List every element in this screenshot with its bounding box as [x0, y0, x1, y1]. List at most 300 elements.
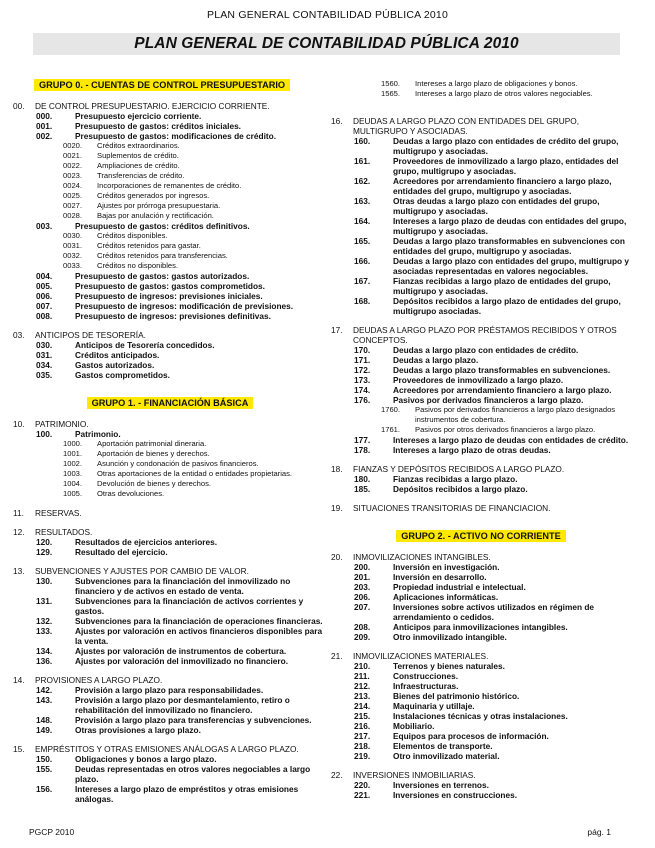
- account-row: [13, 576, 327, 596]
- account-code: 003.: [36, 221, 53, 231]
- account-name: Presupuesto de ingresos: previsiones definitivas.: [75, 311, 271, 321]
- account-name: Gastos autorizados.: [75, 360, 155, 370]
- account-code: 131.: [36, 596, 53, 606]
- subaccount-row: [13, 439, 327, 449]
- account-name: Resultado del ejercicio.: [75, 547, 168, 557]
- account-code: 006.: [36, 291, 53, 301]
- account-name: Subvenciones para la financiación de operaciones financieras.: [75, 616, 323, 626]
- account-name: Ajustes por valoración de instrumentos de cobertura.: [75, 646, 287, 656]
- account-code: 007.: [36, 301, 53, 311]
- account-row: [331, 474, 631, 484]
- account-code: 200.: [354, 562, 371, 572]
- account-code: 167.: [354, 276, 371, 286]
- account-name: Intereses a largo plazo de otras deudas.: [393, 445, 551, 455]
- account-section: [331, 116, 631, 316]
- account-row: [331, 691, 631, 701]
- account-code: 218.: [354, 741, 371, 751]
- account-code: 1565.: [381, 89, 401, 98]
- account-name: ANTICIPOS DE TESORERÍA.: [35, 330, 146, 340]
- account-name: Créditos retenidos para gastar.: [97, 241, 201, 250]
- account-code: 129.: [36, 547, 53, 557]
- account-section: [331, 552, 631, 642]
- subaccount-row: [13, 479, 327, 489]
- subaccount-row: [331, 405, 631, 425]
- subaccount-row: [331, 89, 631, 99]
- account-code: 034.: [36, 360, 53, 370]
- account-code: 132.: [36, 616, 53, 626]
- group-title: GRUPO 2. - ACTIVO NO CORRIENTE: [396, 530, 565, 542]
- account-code: 221.: [354, 790, 371, 800]
- account-name: Créditos retenidos para transferencias.: [97, 251, 228, 260]
- account-row: [331, 721, 631, 731]
- account-row: [13, 646, 327, 656]
- account-code: 185.: [354, 484, 371, 494]
- subaccount-row: [13, 449, 327, 459]
- account-code: 136.: [36, 656, 53, 666]
- account-code: 214.: [354, 701, 371, 711]
- account-name: Créditos generados por ingresos.: [97, 191, 210, 200]
- account-row: [331, 276, 631, 296]
- subaccount-row: [13, 261, 327, 271]
- right-column: [331, 79, 631, 800]
- subgroup-row: [13, 527, 327, 537]
- subaccount-row: [331, 425, 631, 435]
- account-code: 004.: [36, 271, 53, 281]
- account-code: 209.: [354, 632, 371, 642]
- account-name: PROVISIONES A LARGO PLAZO.: [35, 675, 163, 685]
- subaccount-row: [13, 459, 327, 469]
- account-row: [13, 715, 327, 725]
- account-code: 164.: [354, 216, 371, 226]
- account-row: [331, 741, 631, 751]
- account-code: 133.: [36, 626, 53, 636]
- account-code: 17.: [331, 325, 343, 335]
- account-name: Deudas representadas en otros valores negociables a largo plazo.: [75, 764, 311, 784]
- account-section: [331, 503, 631, 513]
- account-code: 166.: [354, 256, 371, 266]
- account-code: 00.: [13, 101, 25, 111]
- spacer: [331, 108, 631, 116]
- account-row: [331, 731, 631, 741]
- account-code: 216.: [354, 721, 371, 731]
- account-name: Aportación patrimonial dineraria.: [97, 439, 207, 448]
- account-name: Presupuesto ejercicio corriente.: [75, 111, 202, 121]
- account-row: [331, 345, 631, 355]
- account-name: Depósitos recibidos a largo plazo.: [393, 484, 528, 494]
- account-code: 005.: [36, 281, 53, 291]
- account-name: Pasivos por otros derivados financieros a largo plazo.: [415, 425, 596, 434]
- account-row: [331, 572, 631, 582]
- account-row: [331, 711, 631, 721]
- account-row: [13, 360, 327, 370]
- subaccount-row: [13, 241, 327, 251]
- account-name: Inversiones en terrenos.: [393, 780, 489, 790]
- subgroup-row: [331, 464, 631, 474]
- account-name: Ajustes por prórroga presupuestaria.: [97, 201, 221, 210]
- account-code: 15.: [13, 744, 25, 754]
- account-code: 143.: [36, 695, 53, 705]
- account-code: 134.: [36, 646, 53, 656]
- account-name: SITUACIONES TRANSITORIAS DE FINANCIACION.: [353, 503, 551, 513]
- account-name: Gastos comprometidos.: [75, 370, 170, 380]
- account-code: 1004.: [63, 479, 83, 488]
- account-code: 030.: [36, 340, 53, 350]
- subgroup-row: [13, 508, 327, 518]
- account-row: [331, 435, 631, 445]
- account-name: Pasivos por derivados financieros a largo plazo.: [393, 395, 584, 405]
- account-name: Provisión a largo plazo para transferencias y subvenciones.: [75, 715, 312, 725]
- account-code: 0032.: [63, 251, 83, 260]
- account-section: [331, 651, 631, 761]
- account-row: [331, 365, 631, 375]
- account-code: 208.: [354, 622, 371, 632]
- subgroup-row: [13, 744, 327, 754]
- account-code: 1003.: [63, 469, 83, 478]
- account-name: Otras provisiones a largo plazo.: [75, 725, 201, 735]
- account-name: Devolución de bienes y derechos.: [97, 479, 211, 488]
- account-row: [13, 547, 327, 557]
- account-code: 16.: [331, 116, 343, 126]
- account-section: [13, 508, 327, 518]
- account-name: Acreedores por arrendamiento financiero a largo plazo.: [393, 385, 612, 395]
- account-name: Provisión a largo plazo por desmantelamiento, retiro o rehabilitación del inmovilizado no financiero.: [75, 695, 290, 715]
- account-row: [331, 375, 631, 385]
- subaccount-row: [13, 181, 327, 191]
- subgroup-row: [13, 675, 327, 685]
- group-title: GRUPO 1. - FINANCIACIÓN BÁSICA: [87, 397, 254, 409]
- account-row: [13, 596, 327, 616]
- account-code: 170.: [354, 345, 371, 355]
- account-row: [13, 429, 327, 439]
- account-name: Otro inmovilizado material.: [393, 751, 500, 761]
- account-section: [331, 325, 631, 455]
- subgroup-row: [13, 419, 327, 429]
- account-section: [13, 527, 327, 557]
- account-row: [331, 661, 631, 671]
- account-row: [331, 751, 631, 761]
- account-name: Intereses a largo plazo de deudas con entidades del grupo, multigrupo y asociadas.: [393, 216, 627, 236]
- account-code: 211.: [354, 671, 370, 681]
- account-row: [13, 764, 327, 784]
- account-name: Inversiones sobre activos utilizados en régimen de arrendamiento o cedidos.: [393, 602, 595, 622]
- account-name: DEUDAS A LARGO PLAZO CON ENTIDADES DEL GRUPO, MULTIGRUPO Y ASOCIADAS.: [353, 116, 580, 136]
- account-code: 212.: [354, 681, 371, 691]
- account-code: 002.: [36, 131, 53, 141]
- subgroup-row: [331, 651, 631, 661]
- account-code: 031.: [36, 350, 53, 360]
- account-code: 148.: [36, 715, 53, 725]
- account-name: Mobiliario.: [393, 721, 435, 731]
- account-name: EMPRÉSTITOS Y OTRAS EMISIONES ANÁLOGAS A LARGO PLAZO.: [35, 744, 299, 754]
- account-code: 161.: [354, 156, 371, 166]
- account-row: [331, 156, 631, 176]
- account-row: [13, 111, 327, 121]
- account-row: [331, 176, 631, 196]
- account-name: Deudas a largo plazo transformables en subvenciones con entidades del grupo, multigrupo y asociadas.: [393, 236, 625, 256]
- account-name: Suplementos de crédito.: [97, 151, 179, 160]
- account-name: Otro inmovilizado intangible.: [393, 632, 507, 642]
- account-code: 1000.: [63, 439, 83, 448]
- account-code: 008.: [36, 311, 53, 321]
- account-row: [331, 562, 631, 572]
- account-code: 0030.: [63, 231, 83, 240]
- account-row: [13, 370, 327, 380]
- subgroup-row: [331, 770, 631, 780]
- account-name: Deudas a largo plazo.: [393, 355, 479, 365]
- account-code: 001.: [36, 121, 53, 131]
- account-name: Presupuesto de ingresos: previsiones iniciales.: [75, 291, 263, 301]
- account-row: [331, 296, 631, 316]
- account-code: 142.: [36, 685, 53, 695]
- account-row: [13, 616, 327, 626]
- account-name: Presupuesto de ingresos: modificación de previsiones.: [75, 301, 294, 311]
- account-code: 1002.: [63, 459, 83, 468]
- account-name: Anticipos para inmovilizaciones intangibles.: [393, 622, 568, 632]
- account-code: 178.: [354, 445, 371, 455]
- account-section: [13, 566, 327, 666]
- account-code: 11.: [13, 508, 24, 518]
- page-title: PLAN GENERAL DE CONTABILIDAD PÚBLICA 2010: [134, 35, 519, 52]
- account-row: [13, 695, 327, 715]
- subgroup-row: [331, 503, 631, 513]
- account-name: Provisión a largo plazo para responsabilidades.: [75, 685, 264, 695]
- account-code: 130.: [36, 576, 53, 586]
- account-name: Bienes del patrimonio histórico.: [393, 691, 520, 701]
- account-code: 18.: [331, 464, 343, 474]
- account-name: Ajustes por valoración del inmovilizado no financiero.: [75, 656, 288, 666]
- footer-left: PGCP 2010: [29, 827, 75, 837]
- account-name: Créditos extraordinarios.: [97, 141, 180, 150]
- account-name: Presupuesto de gastos: créditos iniciales.: [75, 121, 241, 131]
- account-name: Aportación de bienes y derechos.: [97, 449, 210, 458]
- account-code: 120.: [36, 537, 53, 547]
- account-code: 1001.: [63, 449, 83, 458]
- subaccount-row: [13, 191, 327, 201]
- account-row: [13, 656, 327, 666]
- account-code: 035.: [36, 370, 53, 380]
- account-code: 206.: [354, 592, 371, 602]
- group-heading: [13, 79, 327, 92]
- subaccount-row: [331, 79, 631, 89]
- account-name: Terrenos y bienes naturales.: [393, 661, 505, 671]
- account-row: [13, 311, 327, 321]
- account-code: 0027.: [63, 201, 83, 210]
- account-name: Proveedores de inmovilizado a largo plazo, entidades del grupo, multigrupo y asociadas.: [393, 156, 619, 176]
- account-name: Subvenciones para la financiación de activos corrientes y gastos.: [75, 596, 304, 616]
- account-name: Otras aportaciones de la entidad o entidades propietarias.: [97, 469, 293, 478]
- account-name: Presupuesto de gastos: modificaciones de crédito.: [75, 131, 277, 141]
- account-code: 10.: [13, 419, 25, 429]
- account-section: [13, 101, 327, 321]
- account-name: Intereses a largo plazo de deudas con entidades de crédito.: [393, 435, 629, 445]
- account-code: 20.: [331, 552, 343, 562]
- account-row: [13, 281, 327, 291]
- account-code: 0022.: [63, 161, 83, 170]
- account-row: [13, 291, 327, 301]
- account-code: 03.: [13, 330, 25, 340]
- subgroup-row: [331, 552, 631, 562]
- account-name: Deudas a largo plazo con entidades del grupo, multigrupo y asociadas representadas en valores negociables.: [393, 256, 630, 276]
- account-code: 149.: [36, 725, 53, 735]
- account-section: [13, 675, 327, 735]
- account-code: 162.: [354, 176, 371, 186]
- account-code: 165.: [354, 236, 371, 246]
- account-name: Ajustes por valoración en activos financieros disponibles para la venta.: [75, 626, 323, 646]
- account-code: 13.: [13, 566, 25, 576]
- account-name: Anticipos de Tesorería concedidos.: [75, 340, 215, 350]
- account-code: 0028.: [63, 211, 83, 220]
- account-row: [13, 271, 327, 281]
- account-row: [13, 131, 327, 141]
- subaccount-row: [13, 161, 327, 171]
- account-code: 217.: [354, 731, 371, 741]
- account-row: [331, 681, 631, 691]
- account-name: Otras devoluciones.: [97, 489, 165, 498]
- account-code: 219.: [354, 751, 371, 761]
- account-section: [13, 744, 327, 804]
- account-code: 22.: [331, 770, 343, 780]
- account-name: RESULTADOS.: [35, 527, 93, 537]
- account-row: [13, 350, 327, 360]
- account-code: 156.: [36, 784, 53, 794]
- account-name: Incorporaciones de remanentes de crédito.: [97, 181, 242, 190]
- account-name: Subvenciones para la financiación del inmovilizado no financiero y de activos en estado de venta.: [75, 576, 291, 596]
- account-name: Depósitos recibidos a largo plazo de entidades del grupo, multigrupo asociadas.: [393, 296, 621, 316]
- account-row: [331, 701, 631, 711]
- account-name: Elementos de transporte.: [393, 741, 493, 751]
- account-code: 000.: [36, 111, 53, 121]
- subgroup-row: [13, 566, 327, 576]
- account-code: 0023.: [63, 171, 83, 180]
- account-code: 177.: [354, 435, 371, 445]
- account-name: Equipos para procesos de información.: [393, 731, 549, 741]
- account-name: Propiedad industrial e intelectual.: [393, 582, 526, 592]
- account-row: [331, 632, 631, 642]
- account-section: [13, 330, 327, 380]
- account-name: Aplicaciones informáticas.: [393, 592, 499, 602]
- account-code: 173.: [354, 375, 371, 385]
- account-code: 0033.: [63, 261, 83, 270]
- group-heading: [13, 397, 327, 410]
- account-name: Maquinaria y utillaje.: [393, 701, 475, 711]
- account-code: 155.: [36, 764, 53, 774]
- running-header: PLAN GENERAL CONTABILIDAD PÚBLICA 2010: [206, 9, 449, 21]
- subaccount-row: [13, 469, 327, 479]
- account-code: 1761.: [381, 425, 401, 434]
- account-name: INVERSIONES INMOBILIARIAS.: [353, 770, 476, 780]
- account-code: 171.: [354, 355, 371, 365]
- account-name: Infraestructuras.: [393, 681, 459, 691]
- account-row: [331, 136, 631, 156]
- account-name: Fianzas recibidas a largo plazo de entidades del grupo, multigrupo y asociadas.: [393, 276, 611, 296]
- account-name: Construcciones.: [393, 671, 459, 681]
- account-name: Transferencias de crédito.: [97, 171, 185, 180]
- account-name: Resultados de ejercicios anteriores.: [75, 537, 218, 547]
- account-section: [331, 79, 631, 99]
- account-name: Presupuesto de gastos: gastos comprometidos.: [75, 281, 265, 291]
- account-name: Créditos disponibles.: [97, 231, 168, 240]
- account-name: Acreedores por arrendamiento financiero a largo plazo, entidades del grupo, multigrupo y asociadas.: [393, 176, 612, 196]
- account-name: Intereses a largo plazo de empréstitos y otras emisiones análogas.: [75, 784, 299, 804]
- group-heading: [331, 530, 631, 543]
- title-bar: [33, 33, 620, 55]
- account-row: [331, 236, 631, 256]
- account-code: 1005.: [63, 489, 83, 498]
- account-code: 203.: [354, 582, 371, 592]
- account-row: [331, 395, 631, 405]
- account-name: DE CONTROL PRESUPUESTARIO. EJERCICIO CORRIENTE.: [35, 101, 270, 111]
- account-name: Deudas a largo plazo transformables en subvenciones.: [393, 365, 611, 375]
- account-row: [13, 626, 327, 646]
- account-row: [13, 685, 327, 695]
- account-name: Intereses a largo plazo de obligaciones y bonos.: [415, 79, 578, 88]
- account-row: [13, 121, 327, 131]
- account-code: 172.: [354, 365, 371, 375]
- subaccount-row: [13, 141, 327, 151]
- account-code: 220.: [354, 780, 371, 790]
- account-row: [331, 671, 631, 681]
- account-name: Fianzas recibidas a largo plazo.: [393, 474, 518, 484]
- account-row: [331, 196, 631, 216]
- account-code: 174.: [354, 385, 371, 395]
- account-code: 210.: [354, 661, 371, 671]
- account-row: [13, 754, 327, 764]
- subgroup-row: [13, 101, 327, 111]
- account-name: PATRIMONIO.: [35, 419, 89, 429]
- account-name: Obligaciones y bonos a largo plazo.: [75, 754, 217, 764]
- account-code: 21.: [331, 651, 343, 661]
- account-code: 0020.: [63, 141, 83, 150]
- account-name: Créditos no disponibles.: [97, 261, 179, 270]
- account-name: Presupuesto de gastos: gastos autorizados.: [75, 271, 250, 281]
- account-code: 1760.: [381, 405, 401, 414]
- account-row: [13, 301, 327, 311]
- account-code: 215.: [354, 711, 371, 721]
- account-code: 0025.: [63, 191, 83, 200]
- account-code: 160.: [354, 136, 371, 146]
- account-code: 150.: [36, 754, 53, 764]
- account-row: [331, 582, 631, 592]
- account-name: Inversiones en construcciones.: [393, 790, 518, 800]
- account-name: Pasivos por derivados financieros a largo plazo designados instrumentos de cobertura.: [415, 405, 616, 424]
- account-name: RESERVAS.: [35, 508, 82, 518]
- account-name: Deudas a largo plazo con entidades de crédito del grupo, multigrupo y asociadas.: [393, 136, 619, 156]
- account-name: Asunción y condonación de pasivos financieros.: [97, 459, 259, 468]
- account-code: 0024.: [63, 181, 83, 190]
- account-row: [331, 592, 631, 602]
- subgroup-row: [331, 116, 631, 136]
- account-row: [331, 484, 631, 494]
- account-code: 213.: [354, 691, 371, 701]
- subaccount-row: [13, 211, 327, 221]
- account-code: 168.: [354, 296, 371, 306]
- account-name: Créditos anticipados.: [75, 350, 160, 360]
- subaccount-row: [13, 231, 327, 241]
- subaccount-row: [13, 171, 327, 181]
- account-code: 180.: [354, 474, 371, 484]
- account-name: Inversión en investigación.: [393, 562, 500, 572]
- account-code: 0021.: [63, 151, 83, 160]
- account-row: [331, 790, 631, 800]
- account-name: Presupuesto de gastos: créditos definitivos.: [75, 221, 250, 231]
- account-row: [13, 725, 327, 735]
- account-code: 12.: [13, 527, 25, 537]
- account-name: FIANZAS Y DEPÓSITOS RECIBIDOS A LARGO PLAZO.: [353, 464, 565, 474]
- account-code: 176.: [354, 395, 371, 405]
- subaccount-row: [13, 251, 327, 261]
- account-row: [13, 221, 327, 231]
- account-row: [13, 784, 327, 804]
